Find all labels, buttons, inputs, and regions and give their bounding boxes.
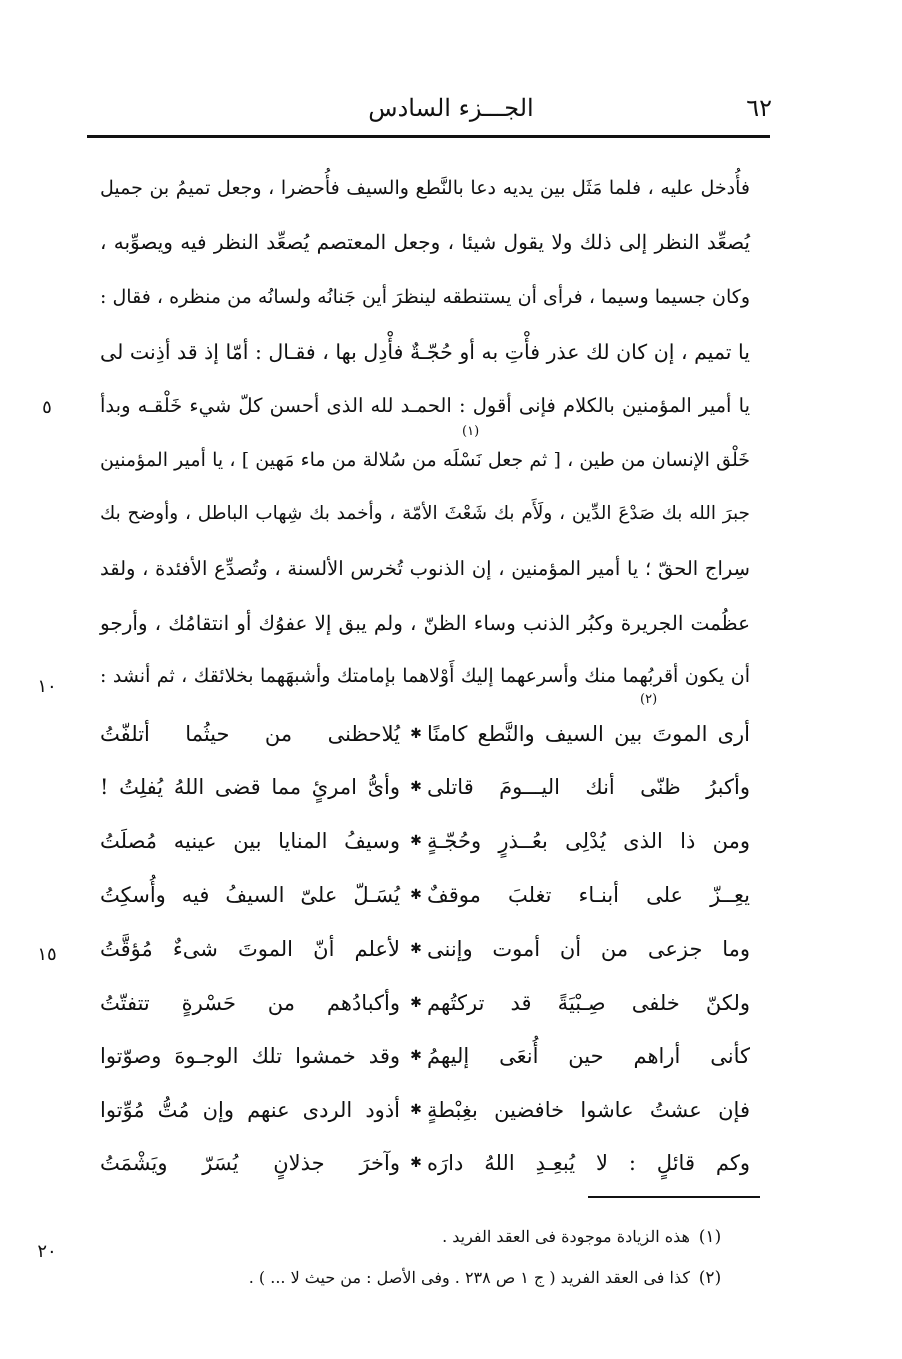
margin-line-number: ٢٠ [37,1241,57,1262]
verse-hemistich-left: وقد خمشوا تلك الوجـوهَ وصوّتوا [100,1044,400,1068]
verse-line [100,878,750,912]
verse-hemistich-left: يُسَـلّ علىّ السيفُ فيه وأُسكِتُ [100,883,400,907]
verse-hemistich-left: لأعلم أنّ الموتَ شىءٌ مُؤقَّتُ [100,937,400,961]
verse-hemistich-left: يُلاحظنى من حيثُما أتلفّتُ [100,722,400,746]
margin-line-number: ٥ [42,397,52,418]
verse-hemistich-left: أذود الردى عنهم وإن مُتُّ مُوِّتوا [100,1098,400,1122]
running-head-title: الجـــزء السادس [368,94,534,122]
verse-hemistich-left: وآخرَ جذلانٍ يُسَرّ ويَشْمَتُ [100,1151,400,1175]
verse-line [100,770,750,804]
verse-line [100,932,750,966]
verse-line [100,1093,750,1127]
prose-line: يا أمير المؤمنين بالكلام فإنى أقول : الحمـد لله الذى أحسن كلّ شيء خَلْقـه وبدأ [100,394,750,417]
verse-separator: ✱ [410,941,422,957]
verse-hemistich-right: أرى الموتَ بين السيف والنَّطع كامنًا [427,722,750,746]
margin-line-number: ١٠ [37,676,57,697]
prose-line: سِراج الحقّ ؛ يا أمير المؤمنين ، إن الذنوب تُخرس الألسنة ، وتُصدِّع الأفئدة ، ولقد [100,557,750,580]
verse-line [100,717,750,751]
verse-separator: ✱ [410,1155,422,1171]
verse-hemistich-right: وكم قائلٍ : لا يُبعِـدِ اللهُ دارَه [427,1151,750,1175]
verse-hemistich-right: وأكبرُ ظنّى أنك اليـــومَ قاتلى [427,775,750,799]
prose-line: عظُمت الجريرة وكبُر الذنب وساء الظنّ ، ولم يبق إلا عفوُك أو انتقامُك ، وأرجو [100,611,750,635]
verse-separator: ✱ [410,779,422,795]
prose-line: أن يكون أقربُهما منك وأسرعهما إليك أَوْلاهما بإمامتك وأشبهَهما بخلائقك ، ثم أنشد : [100,665,750,687]
verse-hemistich-left: وسيفُ المنايا بين عينيه مُصلَتُ [100,829,400,853]
verse-hemistich-left: وأكبادُهم من حَسْرةٍ تتفتّتُ [100,991,400,1015]
margin-line-number: ١٥ [37,944,57,965]
verse-separator: ✱ [410,833,422,849]
verse-hemistich-right: ولكنّ خلفى صِـبْيَةً قد تركتُهم [427,991,750,1015]
verse-separator: ✱ [410,1048,422,1064]
footnote-marker: (٢) [698,1268,722,1288]
footnote-text: كذا فى العقد الفريد ( ج ١ ص ٢٣٨ . وفى الأصل : من حيث لا ... ) . [248,1268,690,1287]
verse-hemistich-right: يعِــزّ على أبنـاء تغلبَ موقفٌ [427,883,750,907]
verse-separator: ✱ [410,1102,422,1118]
prose-line: فأُدخل عليه ، فلما مَثَل بين يديه دعا بالنَّطع والسيف فأُحضرا ، وجعل تميمُ بن جميل [100,177,750,199]
verse-hemistich-right: فإن عشتُ عاشوا خافضين بغِبْطةٍ [427,1098,750,1122]
footnote-ref-1: (١) [462,424,480,439]
verse-separator: ✱ [410,995,422,1011]
prose-line: يا تميم ، إن كان لك عذر فأْتِ به أو حُجّـةٌ فأْدِل بها ، فقـال : أمّا إذ قد أذِنت لى [100,340,750,364]
verse-hemistich-right: كأنى أراهم حين أُنعَى إليهمُ [427,1044,750,1068]
footnote-marker: (١) [698,1227,722,1247]
footnote-rule [588,1196,760,1198]
verse-hemistich-right: ومن ذا الذى يُدْلِى بعُــذرٍ وحُجّـةٍ [427,829,750,853]
verse-hemistich-right: وما جزعى من أن أموت وإننى [427,937,750,961]
verse-line [100,986,750,1020]
verse-line [100,1039,750,1073]
verse-line [100,1146,750,1180]
verse-line [100,824,750,858]
header-rule [87,135,770,138]
prose-line: يُصعِّد النظر إلى ذلك ولا يقول شيئا ، وجعل المعتصم يُصعِّد النظر فيه ويصوِّبه ، [100,230,750,254]
prose-line: وكان جسيما وسيما ، فرأى أن يستنطقه لينظرَ أين جَنانُه ولسانُه من منظره ، فقال : [100,286,750,308]
verse-hemistich-left: وأىُّ امرئٍ مما قضى اللهُ يُفلِتُ ! [100,775,400,799]
prose-line: خَلْق الإنسان من طين ، [ ثم جعل نَسْلَه من سُلالة من ماء مَهين ] ، يا أمير المؤمنين [100,449,750,471]
footnote-ref-2: (٢) [640,692,658,707]
verse-separator: ✱ [410,726,422,742]
page-number: ٦٢ [746,94,772,122]
footnote-text: هذه الزيادة موجودة فى العقد الفريد . [442,1227,690,1246]
prose-line: جبرَ الله بك صَدْعَ الدِّين ، ولَأَم بك شَعْثَ الأمّة ، وأخمد بك شِهاب الباطل ، وأوضح بك [100,503,750,524]
verse-separator: ✱ [410,887,422,903]
